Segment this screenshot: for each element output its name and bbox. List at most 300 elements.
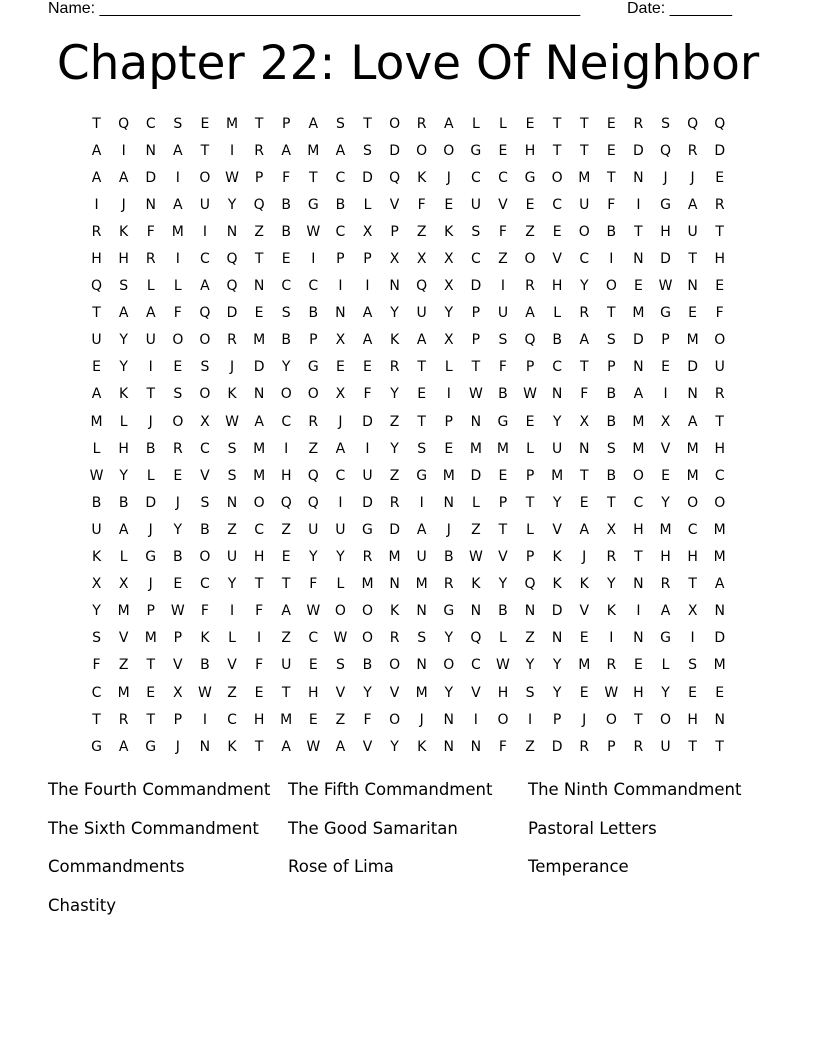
grid-letter: G — [145, 738, 157, 755]
grid-letter: P — [254, 169, 264, 186]
grid-letter: H — [118, 251, 129, 268]
grid-letter: V — [173, 657, 183, 674]
grid-letter: B — [606, 467, 617, 484]
grid-letter: U — [226, 549, 238, 566]
grid-letter: M — [686, 332, 699, 349]
grid-letter: R — [416, 115, 427, 132]
grid-letter: Q — [118, 115, 130, 132]
grid-letter: E — [254, 305, 264, 322]
grid-letter: Z — [498, 251, 508, 268]
grid-letter: R — [118, 711, 129, 728]
grid-letter: S — [200, 359, 210, 376]
grid-letter: T — [498, 521, 508, 538]
grid-letter: Q — [307, 494, 319, 511]
grid-letter: M — [253, 440, 266, 457]
grid-letter: F — [363, 386, 372, 403]
grid-letter: N — [714, 711, 725, 728]
grid-letter: W — [523, 386, 537, 403]
grid-letter: Q — [524, 332, 536, 349]
grid-letter: A — [660, 603, 671, 620]
grid-letter: L — [526, 521, 534, 538]
grid-letter: O — [605, 711, 617, 728]
grid-letter: T — [254, 115, 264, 132]
grid-letter: B — [335, 196, 346, 213]
grid-letter: I — [365, 278, 370, 295]
grid-letter: H — [118, 440, 129, 457]
grid-letter: O — [714, 494, 726, 511]
grid-letter: H — [253, 549, 265, 566]
grid-letter: O — [497, 711, 509, 728]
grid-letter: Y — [390, 738, 399, 755]
grid-letter: Y — [661, 684, 670, 701]
grid-letter: K — [200, 630, 210, 647]
grid-letter: G — [91, 738, 102, 755]
grid-letter: E — [173, 359, 183, 376]
grid-letter: R — [389, 494, 400, 511]
word-list-item: Pastoral Letters — [528, 818, 657, 838]
grid-letter: A — [173, 142, 183, 159]
grid-letter: Q — [470, 630, 482, 647]
grid-letter: O — [361, 630, 373, 647]
grid-letter: R — [308, 413, 319, 430]
grid-letter: N — [578, 440, 590, 457]
grid-letter: X — [443, 332, 454, 349]
grid-letter: T — [579, 467, 589, 484]
grid-letter: M — [117, 603, 130, 620]
grid-letter: N — [551, 386, 563, 403]
grid-letter: R — [633, 738, 644, 755]
grid-letter: D — [633, 332, 644, 349]
grid-letter: C — [254, 521, 264, 538]
grid-letter: J — [175, 494, 180, 511]
grid-letter: A — [118, 738, 129, 755]
grid-letter: O — [280, 386, 292, 403]
grid-letter: U — [199, 196, 211, 213]
grid-letter: W — [225, 169, 239, 186]
grid-letter: V — [389, 196, 400, 213]
grid-letter: D — [551, 603, 563, 620]
grid-letter: U — [335, 521, 346, 538]
grid-letter: N — [416, 657, 427, 674]
grid-letter: S — [119, 278, 129, 295]
grid-letter: H — [660, 223, 671, 240]
grid-letter: G — [660, 305, 671, 322]
grid-letter: Y — [119, 359, 128, 376]
grid-letter: C — [200, 576, 210, 593]
grid-letter: I — [473, 711, 478, 728]
grid-letter: I — [365, 440, 370, 457]
grid-letter: E — [146, 684, 156, 701]
grid-letter: A — [281, 738, 291, 755]
grid-letter: E — [200, 115, 210, 132]
grid-letter: I — [419, 494, 424, 511]
grid-letter: Y — [92, 603, 101, 620]
grid-letter: P — [607, 359, 616, 376]
grid-letter: Y — [363, 684, 372, 701]
grid-letter: J — [121, 196, 126, 213]
grid-letter: E — [335, 359, 345, 376]
grid-letter: W — [333, 630, 348, 647]
grid-letter: J — [148, 521, 153, 538]
grid-letter: S — [606, 440, 616, 457]
grid-letter: T — [579, 115, 589, 132]
grid-letter: C — [308, 630, 319, 647]
grid-letter: Z — [281, 521, 291, 538]
grid-letter: Y — [552, 684, 562, 701]
grid-letter: C — [91, 684, 102, 701]
grid-letter: W — [225, 413, 239, 430]
grid-letter: N — [145, 142, 156, 159]
grid-letter: E — [688, 305, 698, 322]
grid-letter: U — [362, 467, 373, 484]
grid-letter: T — [579, 142, 589, 159]
grid-letter: S — [363, 142, 372, 159]
grid-letter: Y — [579, 278, 589, 295]
grid-letter: O — [389, 115, 401, 132]
grid-letter: P — [281, 115, 291, 132]
grid-letter: R — [443, 576, 454, 593]
grid-letter: C — [470, 169, 481, 186]
grid-letter: T — [281, 684, 291, 701]
grid-letter: K — [91, 549, 102, 566]
grid-letter: F — [146, 223, 155, 240]
grid-letter: B — [606, 413, 617, 430]
grid-letter: D — [253, 359, 265, 376]
grid-letter: I — [636, 196, 641, 213]
grid-letter: T — [417, 359, 426, 376]
grid-letter: A — [687, 196, 698, 213]
grid-letter: A — [579, 332, 590, 349]
grid-letter: N — [226, 494, 238, 511]
grid-letter: E — [715, 684, 725, 701]
grid-letter: E — [444, 440, 454, 457]
grid-letter: R — [172, 440, 183, 457]
grid-letter: H — [633, 521, 644, 538]
grid-letter: F — [255, 603, 264, 620]
grid-letter: K — [119, 223, 129, 240]
grid-letter: X — [335, 386, 346, 403]
grid-letter: E — [281, 251, 291, 268]
grid-letter: A — [118, 521, 129, 538]
grid-letter: R — [687, 142, 698, 159]
grid-letter: D — [362, 494, 373, 511]
grid-letter: C — [687, 521, 698, 538]
grid-letter: S — [471, 223, 481, 240]
grid-letter: U — [281, 657, 292, 674]
grid-letter: W — [468, 549, 483, 566]
grid-letter: J — [446, 521, 451, 538]
grid-letter: P — [471, 305, 481, 322]
grid-letter: D — [687, 359, 698, 376]
grid-letter: Y — [552, 413, 562, 430]
grid-letter: F — [498, 223, 507, 240]
grid-letter: E — [254, 684, 264, 701]
grid-letter: D — [470, 467, 482, 484]
grid-letter: O — [172, 332, 184, 349]
word-list-item: The Good Samaritan — [288, 818, 458, 838]
grid-letter: T — [688, 251, 697, 268]
grid-letter: U — [416, 549, 427, 566]
grid-letter: R — [633, 115, 644, 132]
grid-letter: N — [633, 169, 644, 186]
grid-letter: Q — [687, 115, 699, 132]
grid-letter: N — [470, 738, 482, 755]
grid-letter: M — [280, 711, 293, 728]
grid-letter: I — [446, 386, 451, 403]
grid-letter: I — [500, 278, 506, 295]
grid-letter: Z — [227, 521, 237, 538]
grid-letter: E — [444, 196, 454, 213]
grid-letter: T — [607, 494, 616, 511]
grid-letter: G — [443, 603, 455, 620]
grid-letter: V — [389, 684, 400, 701]
grid-letter: J — [338, 413, 343, 430]
grid-letter: K — [389, 332, 400, 349]
word-list-item: The Fifth Commandment — [288, 780, 493, 799]
grid-letter: O — [199, 549, 211, 566]
grid-letter: Y — [336, 549, 345, 566]
grid-letter: G — [145, 549, 157, 566]
grid-letter: N — [633, 576, 644, 593]
grid-letter: L — [499, 115, 507, 132]
grid-letter: T — [634, 549, 643, 566]
grid-letter: N — [253, 278, 265, 295]
word-list-item: The Fourth Commandment — [48, 780, 271, 799]
grid-letter: E — [552, 223, 562, 240]
grid-letter: F — [498, 738, 507, 755]
grid-letter: M — [307, 142, 320, 159]
grid-letter: M — [253, 467, 266, 484]
grid-letter: A — [308, 115, 319, 132]
grid-letter: T — [525, 494, 535, 511]
grid-letter: T — [552, 142, 562, 159]
grid-letter: G — [660, 630, 671, 647]
grid-letter: W — [306, 738, 321, 755]
grid-letter: J — [446, 169, 451, 186]
grid-letter: H — [687, 711, 698, 728]
grid-letter: I — [175, 251, 180, 268]
word-list-item: Rose of Lima — [288, 857, 394, 876]
grid-letter: A — [362, 332, 373, 349]
grid-letter: Y — [227, 196, 237, 213]
grid-letter: H — [497, 684, 509, 701]
grid-letter: A — [335, 142, 346, 159]
grid-letter: U — [91, 332, 102, 349]
grid-letter: G — [362, 521, 373, 538]
grid-letter: O — [334, 603, 346, 620]
grid-letter: T — [363, 115, 372, 132]
grid-letter: T — [146, 657, 156, 674]
grid-letter: D — [226, 305, 238, 322]
grid-letter: A — [416, 332, 427, 349]
grid-letter: X — [606, 521, 617, 538]
grid-letter: S — [227, 467, 237, 484]
grid-letter: Z — [525, 738, 535, 755]
grid-letter: E — [661, 359, 670, 376]
grid-letter: T — [254, 251, 264, 268]
grid-letter: O — [199, 169, 211, 186]
grid-letter: H — [524, 142, 536, 159]
grid-letter: L — [146, 467, 155, 484]
grid-letter: O — [551, 169, 563, 186]
grid-letter: G — [497, 413, 509, 430]
grid-letter: X — [200, 413, 210, 430]
grid-letter: A — [118, 169, 129, 186]
grid-letter: C — [145, 115, 156, 132]
grid-letter: N — [551, 630, 563, 647]
grid-letter: O — [443, 142, 455, 159]
grid-letter: B — [281, 332, 291, 349]
grid-letter: O — [199, 332, 211, 349]
grid-letter: I — [229, 142, 235, 159]
grid-letter: E — [688, 684, 698, 701]
grid-letter: F — [200, 603, 209, 620]
grid-letter: D — [145, 494, 157, 511]
grid-letter: D — [362, 169, 373, 186]
grid-letter: M — [415, 576, 428, 593]
grid-letter: O — [253, 494, 265, 511]
grid-letter: R — [714, 386, 725, 403]
grid-letter: C — [200, 251, 210, 268]
grid-letter: T — [281, 576, 291, 593]
grid-letter: I — [609, 251, 614, 268]
grid-letter: P — [173, 630, 183, 647]
grid-letter: Z — [335, 711, 346, 728]
grid-letter: N — [389, 278, 400, 295]
grid-letter: J — [582, 711, 587, 728]
grid-letter: M — [225, 115, 239, 132]
grid-letter: T — [254, 738, 264, 755]
grid-letter: X — [389, 251, 400, 268]
grid-letter: E — [606, 142, 616, 159]
grid-letter: L — [363, 196, 372, 213]
grid-letter: I — [690, 630, 695, 647]
grid-letter: A — [91, 386, 102, 403]
grid-letter: C — [633, 494, 644, 511]
grid-letter: U — [497, 305, 509, 322]
grid-letter: O — [632, 467, 644, 484]
grid-letter: P — [146, 603, 155, 620]
grid-letter: S — [335, 115, 345, 132]
grid-letter: S — [227, 440, 237, 457]
grid-letter: T — [92, 305, 101, 322]
grid-letter: O — [172, 413, 184, 430]
grid-letter: A — [633, 386, 644, 403]
grid-letter: Q — [714, 115, 726, 132]
grid-letter: H — [714, 251, 725, 268]
grid-letter: E — [525, 196, 535, 213]
grid-letter: E — [525, 413, 535, 430]
grid-letter: F — [417, 196, 426, 213]
grid-letter: P — [525, 359, 535, 376]
grid-letter: J — [148, 576, 153, 593]
grid-letter: Z — [389, 467, 400, 484]
grid-letter: X — [660, 413, 671, 430]
grid-letter: O — [199, 386, 211, 403]
grid-letter: P — [390, 223, 399, 240]
grid-letter: E — [308, 711, 318, 728]
grid-letter: Q — [91, 278, 103, 295]
grid-letter: O — [660, 711, 672, 728]
grid-letter: M — [713, 521, 726, 538]
grid-letter: C — [227, 711, 237, 728]
grid-letter: K — [227, 386, 237, 403]
grid-letter: E — [606, 115, 616, 132]
grid-letter: D — [633, 142, 644, 159]
grid-letter: R — [579, 305, 590, 322]
grid-letter: V — [552, 521, 562, 538]
grid-letter: M — [442, 467, 455, 484]
grid-letter: T — [688, 576, 697, 593]
grid-letter: C — [714, 467, 725, 484]
grid-letter: M — [415, 684, 428, 701]
grid-letter: F — [715, 305, 724, 322]
grid-letter: M — [686, 467, 699, 484]
grid-letter: Q — [199, 305, 211, 322]
grid-letter: B — [281, 196, 291, 213]
grid-letter: L — [119, 413, 128, 430]
grid-letter: E — [525, 115, 535, 132]
grid-letter: C — [335, 223, 346, 240]
grid-letter: V — [471, 684, 481, 701]
grid-letter: P — [471, 332, 481, 349]
grid-letter: E — [633, 278, 643, 295]
grid-letter: C — [498, 169, 508, 186]
grid-letter: Z — [389, 413, 400, 430]
grid-letter: G — [524, 169, 536, 186]
grid-letter: A — [362, 305, 373, 322]
grid-letter: R — [525, 278, 535, 295]
grid-letter: T — [471, 359, 481, 376]
grid-letter: F — [92, 657, 101, 674]
grid-letter: V — [200, 467, 210, 484]
grid-letter: E — [579, 684, 589, 701]
grid-letter: B — [552, 332, 562, 349]
grid-letter: B — [362, 657, 373, 674]
grid-letter: A — [254, 413, 264, 430]
grid-letter: Y — [390, 305, 399, 322]
grid-letter: K — [119, 386, 129, 403]
grid-letter: I — [636, 603, 641, 620]
grid-letter: U — [308, 521, 319, 538]
grid-letter: L — [471, 115, 480, 132]
grid-letter: T — [607, 305, 616, 322]
grid-letter: H — [660, 549, 671, 566]
grid-letter: I — [257, 630, 262, 647]
grid-letter: C — [552, 359, 563, 376]
grid-letter: D — [389, 521, 400, 538]
grid-letter: A — [145, 305, 156, 322]
grid-letter: Q — [660, 142, 672, 159]
grid-letter: N — [443, 711, 454, 728]
grid-letter: P — [661, 332, 670, 349]
grid-letter: B — [308, 305, 319, 322]
grid-letter: J — [229, 359, 235, 376]
grid-letter: D — [145, 169, 157, 186]
grid-letter: V — [227, 657, 237, 674]
grid-letter: O — [714, 332, 726, 349]
grid-letter: W — [306, 603, 321, 620]
grid-letter: M — [90, 413, 103, 430]
date-field-label: Date: _______ — [627, 0, 732, 17]
grid-letter: O — [443, 657, 455, 674]
grid-letter: Q — [226, 251, 238, 268]
grid-letter: B — [281, 223, 291, 240]
grid-letter: M — [469, 440, 482, 457]
grid-letter: E — [363, 359, 372, 376]
grid-letter: Z — [227, 684, 237, 701]
grid-letter: L — [526, 440, 534, 457]
